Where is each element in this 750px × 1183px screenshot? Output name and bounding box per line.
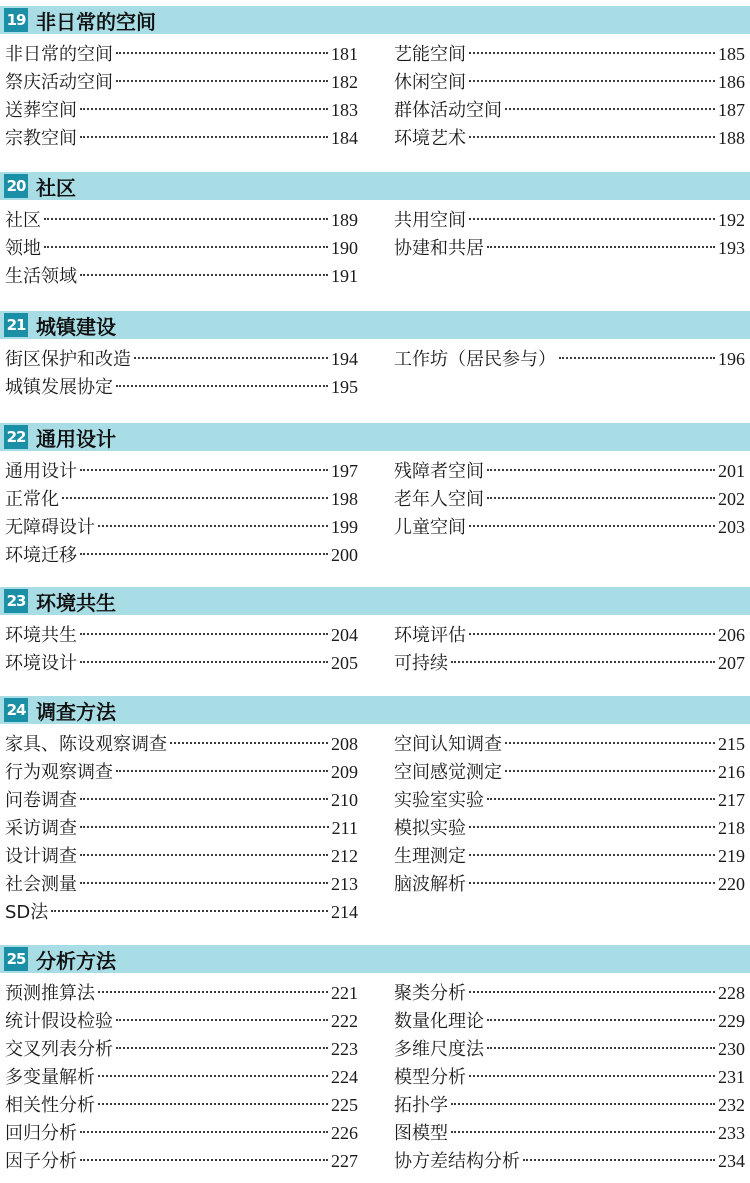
toc-entry[interactable] xyxy=(5,124,358,152)
toc-entry[interactable] xyxy=(5,68,358,96)
dot-leader xyxy=(487,246,715,248)
entry-title: 社区 xyxy=(5,210,41,231)
entry-page-number: 225 xyxy=(331,1095,358,1115)
toc-section xyxy=(0,172,750,287)
dot-leader xyxy=(469,1075,715,1077)
entry-title: 问卷调查 xyxy=(5,790,77,811)
toc-entry[interactable] xyxy=(394,1035,745,1063)
toc-entry[interactable] xyxy=(5,262,358,290)
dot-leader xyxy=(116,385,328,387)
toc-entry[interactable] xyxy=(5,206,358,234)
entry-page-number: 188 xyxy=(718,128,745,148)
section-header xyxy=(0,6,750,34)
toc-entry[interactable] xyxy=(394,1091,745,1119)
dot-leader xyxy=(469,525,715,527)
dot-leader xyxy=(487,1019,715,1021)
toc-entry[interactable] xyxy=(5,649,358,677)
dot-leader xyxy=(80,108,328,110)
toc-entry[interactable] xyxy=(5,870,358,898)
toc-entry[interactable] xyxy=(394,68,745,96)
toc-entry[interactable] xyxy=(394,814,745,842)
entry-page-number: 230 xyxy=(718,1039,745,1059)
entry-title: 正常化 xyxy=(5,489,59,510)
section-title: 非日常的空间 xyxy=(36,9,156,34)
entry-title: 因子分析 xyxy=(5,1151,77,1172)
entry-title: 聚类分析 xyxy=(394,983,466,1004)
entry-page-number: 234 xyxy=(718,1151,745,1171)
entry-page-number: 220 xyxy=(718,874,745,894)
entry-title: 预测推算法 xyxy=(5,983,95,1004)
entry-title: 统计假设检验 xyxy=(5,1011,113,1032)
entry-page-number: 197 xyxy=(331,461,358,481)
dot-leader xyxy=(80,469,328,471)
entry-page-number: 207 xyxy=(718,653,745,673)
entry-page-number: 206 xyxy=(718,625,745,645)
toc-entry[interactable] xyxy=(5,1147,358,1175)
toc-entry[interactable] xyxy=(394,513,745,541)
entry-page-number: 204 xyxy=(331,625,358,645)
entry-title: 城镇发展协定 xyxy=(5,377,113,398)
entries-column-right xyxy=(394,979,745,1175)
section-title: 社区 xyxy=(36,175,76,200)
toc-entry[interactable] xyxy=(5,786,358,814)
toc-entry[interactable] xyxy=(394,649,745,677)
entry-title: 多变量解析 xyxy=(5,1067,95,1088)
dot-leader xyxy=(98,525,328,527)
entry-page-number: 201 xyxy=(718,461,745,481)
entries-column-right xyxy=(394,345,745,373)
toc-entry[interactable] xyxy=(5,758,358,786)
entries-column-left xyxy=(5,621,358,677)
entry-page-number: 208 xyxy=(331,734,358,754)
toc-entry[interactable] xyxy=(394,40,745,68)
entry-title: 空间认知调查 xyxy=(394,734,502,755)
entry-title: 多维尺度法 xyxy=(394,1039,484,1060)
dot-leader xyxy=(51,910,328,912)
toc-entry[interactable] xyxy=(394,1063,745,1091)
dot-leader xyxy=(80,798,328,800)
dot-leader xyxy=(80,882,328,884)
toc-entry[interactable] xyxy=(5,457,358,485)
toc-entry[interactable] xyxy=(5,96,358,124)
dot-leader xyxy=(505,108,715,110)
section-header xyxy=(0,423,750,451)
section-title: 环境共生 xyxy=(36,590,116,615)
entry-page-number: 196 xyxy=(718,349,745,369)
toc-entry[interactable] xyxy=(5,40,358,68)
entry-title: 设计调查 xyxy=(5,846,77,867)
dot-leader xyxy=(44,246,328,248)
toc-entry[interactable] xyxy=(5,513,358,541)
toc-entry[interactable] xyxy=(394,786,745,814)
entry-title: 老年人空间 xyxy=(394,489,484,510)
entry-title: 群体活动空间 xyxy=(394,100,502,121)
toc-entry[interactable] xyxy=(5,541,358,569)
section-title: 城镇建设 xyxy=(36,314,116,339)
toc-section xyxy=(0,311,750,398)
section-header xyxy=(0,311,750,339)
dot-leader xyxy=(116,80,328,82)
entry-title: 相关性分析 xyxy=(5,1095,95,1116)
toc-entry[interactable] xyxy=(394,621,745,649)
entry-page-number: 181 xyxy=(331,44,358,64)
dot-leader xyxy=(469,218,715,220)
entry-page-number: 227 xyxy=(331,1151,358,1171)
section-number-badge: 19 xyxy=(4,8,28,32)
entry-page-number: 202 xyxy=(718,489,745,509)
entry-page-number: 194 xyxy=(331,349,358,369)
entry-page-number: 224 xyxy=(331,1067,358,1087)
entry-page-number: 222 xyxy=(331,1011,358,1031)
dot-leader xyxy=(469,136,715,138)
entries-column-right xyxy=(394,206,745,262)
entry-page-number: 185 xyxy=(718,44,745,64)
entry-title: 脑波解析 xyxy=(394,874,466,895)
entry-page-number: 232 xyxy=(718,1095,745,1115)
dot-leader xyxy=(80,136,328,138)
entry-page-number: 193 xyxy=(718,238,745,258)
toc-entry[interactable] xyxy=(5,234,358,262)
entries-column-left xyxy=(5,979,358,1175)
entry-title: 艺能空间 xyxy=(394,44,466,65)
toc-section xyxy=(0,587,750,674)
toc-entry[interactable] xyxy=(394,1119,745,1147)
section-number-badge: 21 xyxy=(4,313,28,337)
entry-page-number: 217 xyxy=(718,790,745,810)
entry-title: 送葬空间 xyxy=(5,100,77,121)
dot-leader xyxy=(469,633,715,635)
entry-title: 非日常的空间 xyxy=(5,44,113,65)
entry-page-number: 231 xyxy=(718,1067,745,1087)
dot-leader xyxy=(451,661,715,663)
toc-entry[interactable] xyxy=(5,345,358,373)
toc-entry[interactable] xyxy=(394,870,745,898)
toc-section xyxy=(0,6,750,149)
entry-title: 共用空间 xyxy=(394,210,466,231)
dot-leader xyxy=(505,742,715,744)
entry-page-number: 195 xyxy=(331,377,358,397)
entries-column-left xyxy=(5,40,358,152)
entry-page-number: 218 xyxy=(718,818,745,838)
toc-entry[interactable] xyxy=(5,1007,358,1035)
dot-leader xyxy=(451,1131,715,1133)
dot-leader xyxy=(116,1047,328,1049)
entries-column-left xyxy=(5,206,358,290)
toc-entry[interactable] xyxy=(5,373,358,401)
entry-page-number: 198 xyxy=(331,489,358,509)
entry-page-number: 226 xyxy=(331,1123,358,1143)
dot-leader xyxy=(80,274,328,276)
toc-entry[interactable] xyxy=(394,730,745,758)
entry-page-number: 183 xyxy=(331,100,358,120)
entry-title: 领地 xyxy=(5,238,41,259)
dot-leader xyxy=(44,218,328,220)
section-header xyxy=(0,172,750,200)
entry-title: 生理测定 xyxy=(394,846,466,867)
toc-entry[interactable] xyxy=(394,1147,745,1175)
entry-title: 家具、陈设观察调查 xyxy=(5,734,167,755)
dot-leader xyxy=(469,52,715,54)
entry-page-number: 223 xyxy=(331,1039,358,1059)
entry-title: 回归分析 xyxy=(5,1123,77,1144)
toc-entry[interactable] xyxy=(5,1035,358,1063)
entry-page-number: 186 xyxy=(718,72,745,92)
dot-leader xyxy=(80,633,328,635)
entry-page-number: 213 xyxy=(331,874,358,894)
entry-page-number: 189 xyxy=(331,210,358,230)
entry-title: 数量化理论 xyxy=(394,1011,484,1032)
entry-title: 环境迁移 xyxy=(5,545,77,566)
dot-leader xyxy=(98,1103,328,1105)
dot-leader xyxy=(487,497,715,499)
entry-title: 环境艺术 xyxy=(394,128,466,149)
entry-title: 交叉列表分析 xyxy=(5,1039,113,1060)
entry-page-number: 203 xyxy=(718,517,745,537)
entry-title: SD法 xyxy=(5,902,49,923)
entry-title: 残障者空间 xyxy=(394,461,484,482)
entry-page-number: 219 xyxy=(718,846,745,866)
entry-page-number: 191 xyxy=(331,266,358,286)
entry-title: 休闲空间 xyxy=(394,72,466,93)
entry-title: 社会测量 xyxy=(5,874,77,895)
entry-page-number: 233 xyxy=(718,1123,745,1143)
dot-leader xyxy=(469,882,715,884)
dot-leader xyxy=(469,80,715,82)
dot-leader xyxy=(170,742,328,744)
dot-leader xyxy=(505,770,715,772)
dot-leader xyxy=(80,854,328,856)
toc-entry[interactable] xyxy=(5,842,358,870)
toc-entry[interactable] xyxy=(394,206,745,234)
entries-column-left xyxy=(5,345,358,401)
section-number-badge: 25 xyxy=(4,947,28,971)
entry-page-number: 209 xyxy=(331,762,358,782)
entry-page-number: 205 xyxy=(331,653,358,673)
toc-entry[interactable] xyxy=(394,96,745,124)
toc-section xyxy=(0,696,750,923)
entry-page-number: 210 xyxy=(331,790,358,810)
entry-page-number: 211 xyxy=(331,818,358,838)
dot-leader xyxy=(487,1047,715,1049)
entry-title: 无障碍设计 xyxy=(5,517,95,538)
entry-title: 生活领域 xyxy=(5,266,77,287)
dot-leader xyxy=(134,357,328,359)
entry-title: 拓扑学 xyxy=(394,1095,448,1116)
entry-title: 空间感觉测定 xyxy=(394,762,502,783)
dot-leader xyxy=(80,826,329,828)
entry-page-number: 182 xyxy=(331,72,358,92)
dot-leader xyxy=(116,52,328,54)
toc-entry[interactable] xyxy=(394,1007,745,1035)
entry-title: 工作坊（居民参与） xyxy=(394,349,556,370)
entry-page-number: 212 xyxy=(331,846,358,866)
toc-section xyxy=(0,945,750,1172)
entries-column-left xyxy=(5,730,358,926)
entry-title: 行为观察调查 xyxy=(5,762,113,783)
entry-page-number: 192 xyxy=(718,210,745,230)
entries-column-right xyxy=(394,621,745,677)
entries-column-left xyxy=(5,457,358,569)
entry-title: 祭庆活动空间 xyxy=(5,72,113,93)
entries-column-right xyxy=(394,730,745,898)
dot-leader xyxy=(487,798,715,800)
entry-page-number: 214 xyxy=(331,902,358,922)
section-number-badge: 24 xyxy=(4,698,28,722)
entry-title: 采访调查 xyxy=(5,818,77,839)
toc-entry[interactable] xyxy=(5,485,358,513)
section-number-badge: 23 xyxy=(4,589,28,613)
section-title: 通用设计 xyxy=(36,426,116,451)
entry-title: 环境共生 xyxy=(5,625,77,646)
toc-entry[interactable] xyxy=(394,234,745,262)
entry-title: 宗教空间 xyxy=(5,128,77,149)
toc-entry[interactable] xyxy=(5,979,358,1007)
dot-leader xyxy=(523,1159,715,1161)
toc-entry[interactable] xyxy=(394,485,745,513)
toc-entry[interactable] xyxy=(394,124,745,152)
toc-entry[interactable] xyxy=(394,457,745,485)
entry-title: 模型分析 xyxy=(394,1067,466,1088)
entry-title: 环境评估 xyxy=(394,625,466,646)
dot-leader xyxy=(80,1159,328,1161)
dot-leader xyxy=(116,1019,328,1021)
toc-entry[interactable] xyxy=(394,842,745,870)
toc-entry[interactable] xyxy=(5,1119,358,1147)
entry-page-number: 187 xyxy=(718,100,745,120)
toc-entry[interactable] xyxy=(394,979,745,1007)
dot-leader xyxy=(98,991,328,993)
entry-title: 模拟实验 xyxy=(394,818,466,839)
toc-entry[interactable] xyxy=(5,1091,358,1119)
dot-leader xyxy=(559,357,715,359)
toc-entry[interactable] xyxy=(5,898,358,926)
entry-page-number: 221 xyxy=(331,983,358,1003)
toc-entry[interactable] xyxy=(5,814,358,842)
section-title: 调查方法 xyxy=(36,699,116,724)
entry-title: 可持续 xyxy=(394,653,448,674)
section-header xyxy=(0,696,750,724)
dot-leader xyxy=(469,991,715,993)
dot-leader xyxy=(62,497,328,499)
entry-title: 协方差结构分析 xyxy=(394,1151,520,1172)
dot-leader xyxy=(469,826,715,828)
entry-page-number: 190 xyxy=(331,238,358,258)
entry-title: 儿童空间 xyxy=(394,517,466,538)
toc-entry[interactable] xyxy=(394,758,745,786)
entry-page-number: 184 xyxy=(331,128,358,148)
toc-section xyxy=(0,423,750,566)
entry-title: 图模型 xyxy=(394,1123,448,1144)
section-number-badge: 22 xyxy=(4,425,28,449)
entry-page-number: 216 xyxy=(718,762,745,782)
toc-entry[interactable] xyxy=(5,730,358,758)
dot-leader xyxy=(116,770,328,772)
dot-leader xyxy=(80,661,328,663)
entry-page-number: 200 xyxy=(331,545,358,565)
dot-leader xyxy=(469,854,715,856)
section-number-badge: 20 xyxy=(4,174,28,198)
dot-leader xyxy=(80,1131,328,1133)
dot-leader xyxy=(451,1103,715,1105)
entry-title: 街区保护和改造 xyxy=(5,349,131,370)
entry-title: 协建和共居 xyxy=(394,238,484,259)
toc-entry[interactable] xyxy=(5,621,358,649)
dot-leader xyxy=(80,553,328,555)
toc-entry[interactable] xyxy=(394,345,745,373)
section-header xyxy=(0,945,750,973)
entry-page-number: 215 xyxy=(718,734,745,754)
entries-column-right xyxy=(394,457,745,541)
entry-page-number: 229 xyxy=(718,1011,745,1031)
entry-title: 环境设计 xyxy=(5,653,77,674)
section-header xyxy=(0,587,750,615)
dot-leader xyxy=(487,469,715,471)
toc-entry[interactable] xyxy=(5,1063,358,1091)
entry-title: 实验室实验 xyxy=(394,790,484,811)
entry-page-number: 199 xyxy=(331,517,358,537)
entry-page-number: 228 xyxy=(718,983,745,1003)
entries-column-right xyxy=(394,40,745,152)
dot-leader xyxy=(98,1075,328,1077)
entry-title: 通用设计 xyxy=(5,461,77,482)
section-title: 分析方法 xyxy=(36,948,116,973)
